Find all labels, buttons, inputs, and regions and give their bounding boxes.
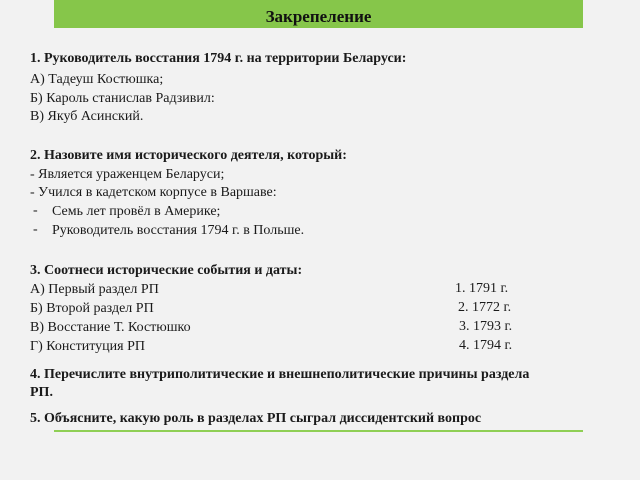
q2-bullet-item: Семь лет провёл в Америке;	[52, 204, 221, 219]
slide-title: Закрепеление	[265, 7, 372, 26]
q5-heading: 5. Объясните, какую роль в разделах РП сыграл диссидентский вопрос	[30, 411, 482, 426]
title-bar	[54, 0, 583, 28]
bullet-dash-icon: -	[33, 222, 38, 237]
q3-event: А) Первый раздел РП	[30, 282, 159, 297]
q1-heading: 1. Руководитель восстания 1794 г. на территории Беларуси:	[30, 51, 407, 66]
bullet-dash-icon: -	[33, 203, 38, 218]
q2-heading: 2. Назовите имя исторического деятеля, который:	[30, 148, 347, 163]
q1-option-b: Б) Кароль станислав Радзивил:	[30, 91, 215, 106]
q3-date: 1. 1791 г.	[455, 281, 509, 296]
q4-heading-continued: РП.	[30, 385, 53, 400]
q3-event: Б) Второй раздел РП	[30, 301, 154, 316]
q3-date: 4. 1794 г.	[459, 338, 513, 353]
q3-heading: 3. Соотнеси исторические события и даты:	[30, 263, 303, 278]
q3-date: 2. 1772 г.	[458, 300, 512, 315]
q2-dash-item: - Является ураженцем Беларуси;	[30, 167, 225, 182]
q3-event: Г) Конституция РП	[30, 339, 145, 354]
q2-dash-item: - Учился в кадетском корпусе в Варшаве:	[30, 185, 277, 200]
q3-event: В) Восстание Т. Костюшко	[30, 320, 191, 335]
q1-option-a: А) Тадеуш Костюшка;	[30, 72, 164, 87]
q2-bullet-item: Руководитель восстания 1794 г. в Польше.	[52, 223, 305, 238]
q4-heading: 4. Перечислите внутриполитические и внешнеполитические причины раздела	[30, 367, 530, 382]
bottom-divider	[54, 430, 583, 432]
q1-option-c: В) Якуб Асинский.	[30, 109, 144, 124]
q3-date: 3. 1793 г.	[459, 319, 513, 334]
